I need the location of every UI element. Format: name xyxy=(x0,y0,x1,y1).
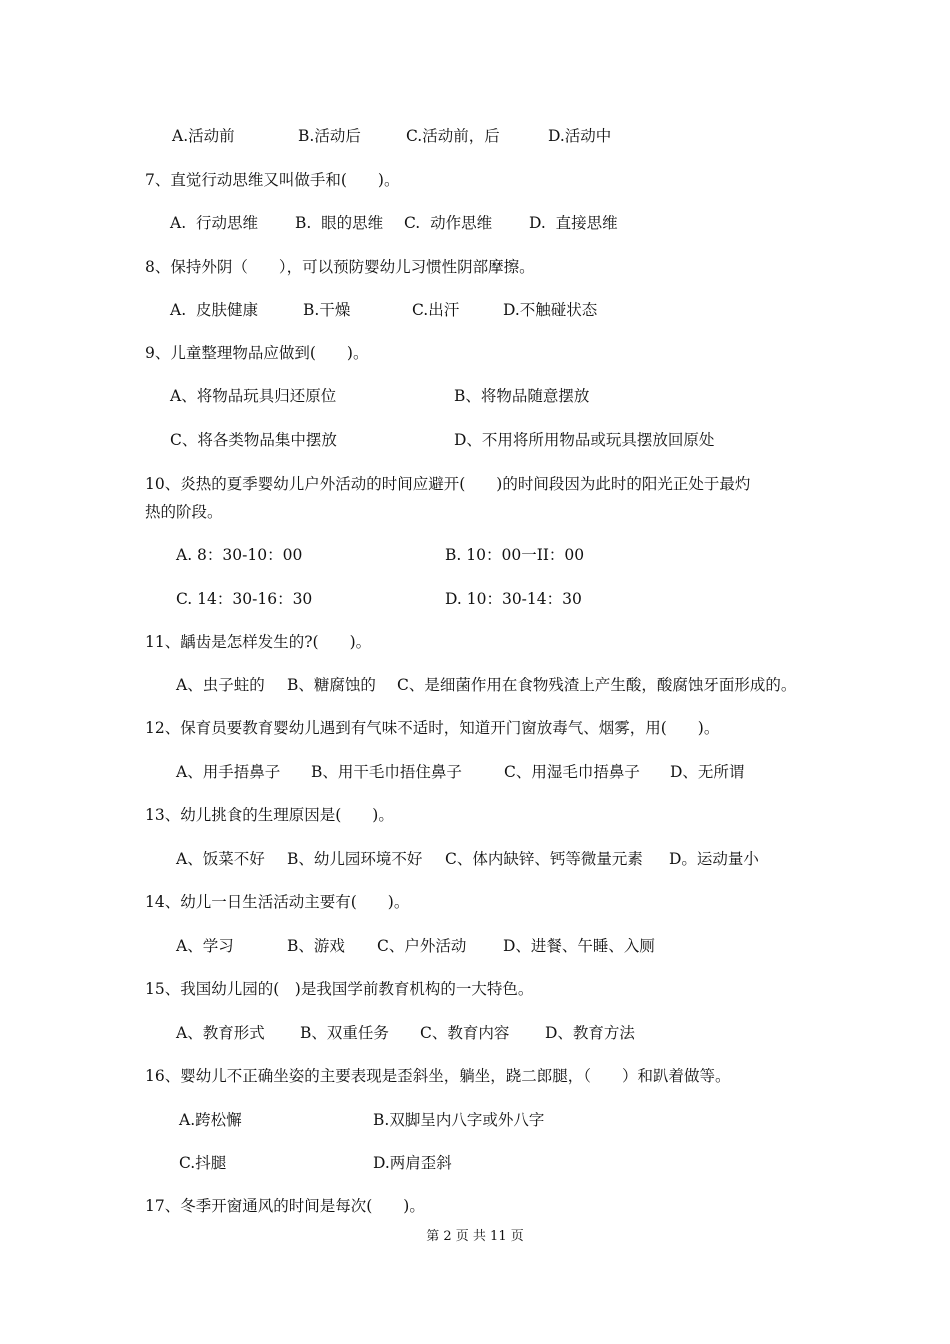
q9-option-c: C、将各类物品集中摆放 xyxy=(170,431,337,449)
q14-option-d: D、进餐、午睡、入厕 xyxy=(503,937,655,955)
q8-option-d: D.不触碰状态 xyxy=(503,301,598,319)
q6-option-a: A.活动前 xyxy=(172,127,235,145)
q10-question-line2: 热的阶段。 xyxy=(145,503,223,521)
q13-option-d: D。运动量小 xyxy=(669,850,759,868)
q14-option-a: A、学习 xyxy=(176,937,234,955)
q7-option-c: C. 动作思维 xyxy=(404,214,493,232)
q12-option-c: C、用湿毛巾捂鼻子 xyxy=(504,763,640,781)
q8-option-b: B.干燥 xyxy=(303,301,351,319)
q15-option-d: D、教育方法 xyxy=(545,1024,635,1042)
q15-option-a: A、教育形式 xyxy=(176,1024,265,1042)
q13-question: 13、幼儿挑食的生理原因是( )。 xyxy=(145,806,394,824)
q7-option-b: B. 眼的思维 xyxy=(295,214,384,232)
q11-question: 11、龋齿是怎样发生的?( )。 xyxy=(145,633,372,651)
q9-option-d: D、不用将所用物品或玩具摆放回原处 xyxy=(454,431,715,449)
q16-question: 16、婴幼儿不正确坐姿的主要表现是歪斜坐，躺坐，跷二郎腿，（ ）和趴着做等。 xyxy=(145,1067,731,1085)
q8-option-c: C.出汗 xyxy=(412,301,460,319)
q7-option-a: A. 行动思维 xyxy=(170,214,258,232)
q16-option-c: C.抖腿 xyxy=(179,1154,227,1172)
page-footer: 第 2 页 共 11 页 xyxy=(426,1229,524,1244)
q9-question: 9、儿童整理物品应做到( )。 xyxy=(145,344,369,362)
q13-option-c: C、体内缺锌、钙等微量元素 xyxy=(445,850,643,868)
q11-option-b: B、糖腐蚀的 xyxy=(287,676,376,694)
q7-question: 7、直觉行动思维又叫做手和( )。 xyxy=(145,171,400,189)
q11-option-c: C、是细菌作用在食物残渣上产生酸，酸腐蚀牙面形成的。 xyxy=(397,676,797,694)
q6-option-d: D.活动中 xyxy=(548,127,612,145)
q15-option-b: B、双重任务 xyxy=(300,1024,389,1042)
q9-option-b: B、将物品随意摆放 xyxy=(454,387,590,405)
q8-question: 8、保持外阴（ ），可以预防婴幼儿习惯性阴部摩擦。 xyxy=(145,258,535,276)
q17-question: 17、冬季开窗通风的时间是每次( )。 xyxy=(145,1197,425,1215)
q12-option-d: D、无所谓 xyxy=(670,763,745,781)
q16-option-d: D.两肩歪斜 xyxy=(373,1154,452,1172)
q6-option-c: C.活动前，后 xyxy=(406,127,500,145)
q10-option-c: C. 14：30-16：30 xyxy=(176,590,313,608)
q12-option-a: A、用手捂鼻子 xyxy=(176,763,281,781)
q10-option-b: B. 10：00一II：00 xyxy=(445,546,585,564)
q15-question: 15、我国幼儿园的( )是我国学前教育机构的一大特色。 xyxy=(145,980,534,998)
q13-option-b: B、幼儿园环境不好 xyxy=(287,850,423,868)
q6-option-b: B.活动后 xyxy=(298,127,361,145)
q8-option-a: A. 皮肤健康 xyxy=(170,301,258,319)
q13-option-a: A、饭菜不好 xyxy=(176,850,265,868)
q10-option-d: D. 10：30-14：30 xyxy=(445,590,582,608)
q12-option-b: B、用干毛巾捂住鼻子 xyxy=(311,763,462,781)
q10-question-line1: 10、炎热的夏季婴幼儿户外活动的时间应避开( )的时间段因为此时的阳光正处于最灼 xyxy=(145,475,751,493)
q14-option-c: C、户外活动 xyxy=(377,937,467,955)
q7-option-d: D. 直接思维 xyxy=(529,214,618,232)
q15-option-c: C、教育内容 xyxy=(420,1024,510,1042)
q16-option-b: B.双脚呈内八字或外八字 xyxy=(373,1111,545,1129)
q12-question: 12、保育员要教育婴幼儿遇到有气味不适时，知道开门窗放毒气、烟雾，用( )。 xyxy=(145,719,720,737)
q11-option-a: A、虫子蛀的 xyxy=(176,676,265,694)
q14-question: 14、幼儿一日生活活动主要有( )。 xyxy=(145,893,410,911)
q14-option-b: B、游戏 xyxy=(287,937,345,955)
q10-option-a: A. 8：30-10：00 xyxy=(176,546,303,564)
q16-option-a: A.跨松懈 xyxy=(179,1111,242,1129)
q9-option-a: A、将物品玩具归还原位 xyxy=(170,387,337,405)
